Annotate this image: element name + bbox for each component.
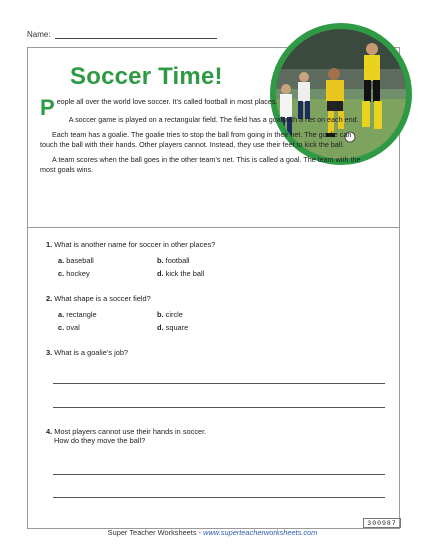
option-1a[interactable]: a. baseball (58, 256, 94, 265)
footer: Super Teacher Worksheets - www.superteacherworksheets.com (107, 528, 318, 537)
question-1: 1. What is another name for soccer in other places? (46, 240, 216, 249)
option-2d[interactable]: d. square (157, 323, 189, 332)
passage-paragraph-4: A team scores when the ball goes in the other team’s net. This is called a goal. The team with the most goals wins. (40, 155, 361, 174)
option-1d[interactable]: d. kick the ball (157, 269, 205, 278)
footer-url-link[interactable]: www.superteacherworksheets.com (203, 528, 318, 537)
answer-line-3b[interactable] (53, 407, 385, 408)
name-line[interactable] (55, 30, 217, 39)
name-field (27, 30, 217, 39)
answer-line-4a[interactable] (53, 474, 385, 475)
section-divider (27, 227, 400, 228)
option-1b[interactable]: b. football (157, 256, 190, 265)
passage-paragraph-3: Each team has a goalie. The goalie tries to stop the ball from going in their net. The goalie can touch the ball with their hands. Other players cannot. Instead, they use their feet to kick the ball. (40, 130, 352, 149)
question-4: 4. Most players cannot use their hands in soccer. How do they move the ball? (46, 427, 207, 445)
footer-brand: Super Teacher Worksheets (107, 528, 197, 537)
passage-paragraph-1: People all over the world love soccer. It’s called football in most places. (40, 95, 278, 120)
passage-paragraph-2: A soccer game is played on a rectangular field. The field has a goal with a net on each end. (68, 114, 359, 124)
option-2a[interactable]: a. rectangle (58, 310, 97, 319)
question-3: 3. What is a goalie’s job? (46, 348, 129, 357)
option-2c[interactable]: c. oval (58, 323, 80, 332)
answer-line-3a[interactable] (53, 383, 385, 384)
option-1c[interactable]: c. hockey (58, 269, 90, 278)
worksheet-title: Soccer Time! (70, 63, 223, 90)
name-label: Name: (27, 30, 51, 39)
question-2: 2. What shape is a soccer field? (46, 294, 151, 303)
option-2b[interactable]: b. circle (157, 310, 183, 319)
answer-line-4b[interactable] (53, 497, 385, 498)
drop-cap: P (40, 95, 55, 120)
worksheet-code: 300987 (363, 518, 401, 528)
reading-passage (40, 97, 370, 181)
